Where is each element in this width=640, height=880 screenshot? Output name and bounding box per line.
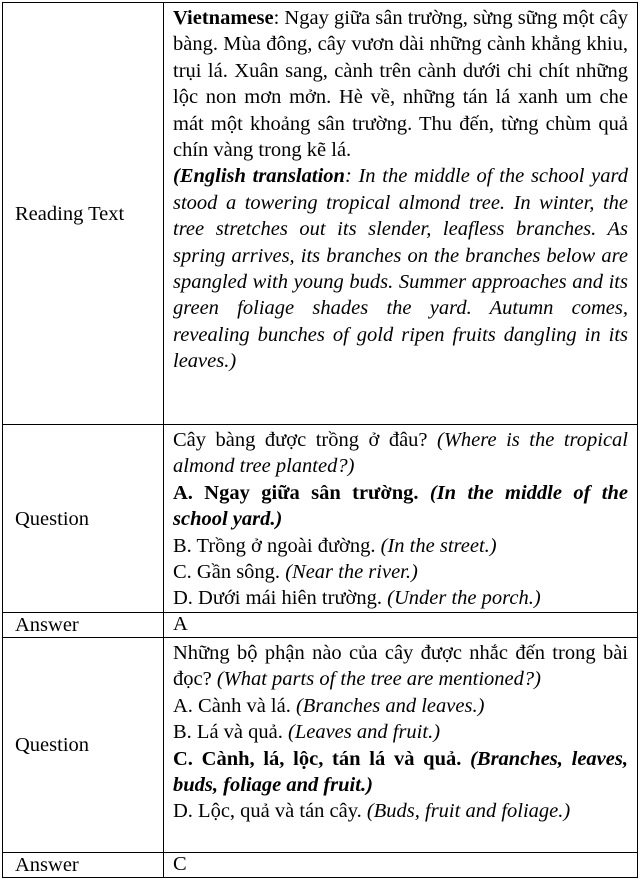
text-segment: B. Lá và quả. bbox=[173, 721, 288, 744]
text-segment: (Leaves and fruit.) bbox=[288, 721, 441, 744]
text-segment: (Where is the tropical almond tree planted?) bbox=[173, 429, 628, 478]
paragraph bbox=[173, 480, 628, 533]
text-segment: (Buds, fruit and foliage.) bbox=[366, 800, 571, 823]
paragraph bbox=[173, 693, 628, 719]
text-segment: Cây bàng được trồng ở đâu? bbox=[173, 429, 438, 451]
text-segment: (Near the river.) bbox=[285, 561, 418, 584]
text-segment: D. Dưới mái hiên trường. bbox=[173, 587, 388, 610]
row-label: Answer bbox=[3, 613, 164, 637]
row-label: Reading Text bbox=[3, 3, 164, 424]
paragraph bbox=[173, 559, 628, 585]
paragraph bbox=[173, 798, 628, 824]
table-row-answer bbox=[3, 853, 637, 877]
row-label: Question bbox=[3, 425, 164, 612]
row-content bbox=[164, 638, 637, 852]
text-segment: Vietnamese bbox=[173, 7, 274, 29]
text-segment: C. Cành, lá, lộc, tán lá và quả. bbox=[173, 747, 471, 770]
table-row-question bbox=[3, 638, 637, 853]
paragraph bbox=[173, 427, 628, 480]
text-segment: (English translation bbox=[173, 165, 345, 188]
table-row-question bbox=[3, 425, 637, 613]
row-label: Answer bbox=[3, 853, 164, 877]
text-segment: (In the street.) bbox=[380, 534, 497, 557]
row-content bbox=[164, 853, 637, 877]
paragraph bbox=[173, 640, 628, 693]
text-segment: A bbox=[173, 613, 188, 635]
paragraph bbox=[173, 5, 628, 163]
text-segment: (Branches, leaves, buds, foliage and fruit.) bbox=[173, 747, 628, 797]
text-segment: Những bộ phận nào của cây được nhắc đến trong bài đọc? bbox=[173, 642, 628, 691]
paragraph bbox=[173, 613, 628, 636]
paragraph bbox=[173, 746, 628, 799]
table-row-reading bbox=[3, 3, 637, 425]
text-segment: B. Trồng ở ngoài đường. bbox=[173, 534, 381, 557]
text-segment: : In the middle of the school yard stood a towering tropical almond tree. In winter, the tree stretches out its slender, leafless branches. As spring arrives, its branches on the branches below are spangled with young buds. Summer approaches and its green foliage shades the yard. Autumn comes, revealing bunches of gold ripen fruits dangling in its leaves.) bbox=[173, 165, 628, 373]
paragraph bbox=[173, 853, 628, 876]
row-content bbox=[164, 425, 637, 612]
text-segment: : Ngay giữa sân trường, sừng sững một cây bàng. Mùa đông, cây vươn dài những cành khẳng khiu, trụi lá. Xuân sang, cành trên cành dưới chi chít những lộc non mơn mởn. Hè về, những tán lá xanh um che mát một khoảng sân trường. Thu đến, từng chùm quả chín vàng trong kẽ lá. bbox=[173, 7, 628, 162]
text-segment: (In the middle of the school yard.) bbox=[173, 481, 629, 531]
text-segment: A. Ngay giữa sân trường. bbox=[173, 481, 430, 504]
text-segment: A. Cành và lá. bbox=[173, 694, 296, 717]
paragraph bbox=[173, 533, 628, 559]
table-row-answer bbox=[3, 613, 637, 638]
qa-table bbox=[2, 2, 638, 878]
text-segment: (Under the porch.) bbox=[387, 587, 541, 610]
paragraph bbox=[173, 719, 628, 745]
text-segment: (Branches and leaves.) bbox=[295, 694, 485, 717]
text-segment: C. Gần sông. bbox=[173, 561, 286, 584]
paragraph bbox=[173, 585, 628, 611]
paragraph bbox=[173, 163, 628, 374]
text-segment: C bbox=[173, 853, 187, 875]
row-content bbox=[164, 613, 637, 637]
row-label: Question bbox=[3, 638, 164, 852]
text-segment: (What parts of the tree are mentioned?) bbox=[216, 668, 541, 691]
text-segment: D. Lộc, quả và tán cây. bbox=[173, 800, 367, 823]
row-content bbox=[164, 3, 637, 424]
